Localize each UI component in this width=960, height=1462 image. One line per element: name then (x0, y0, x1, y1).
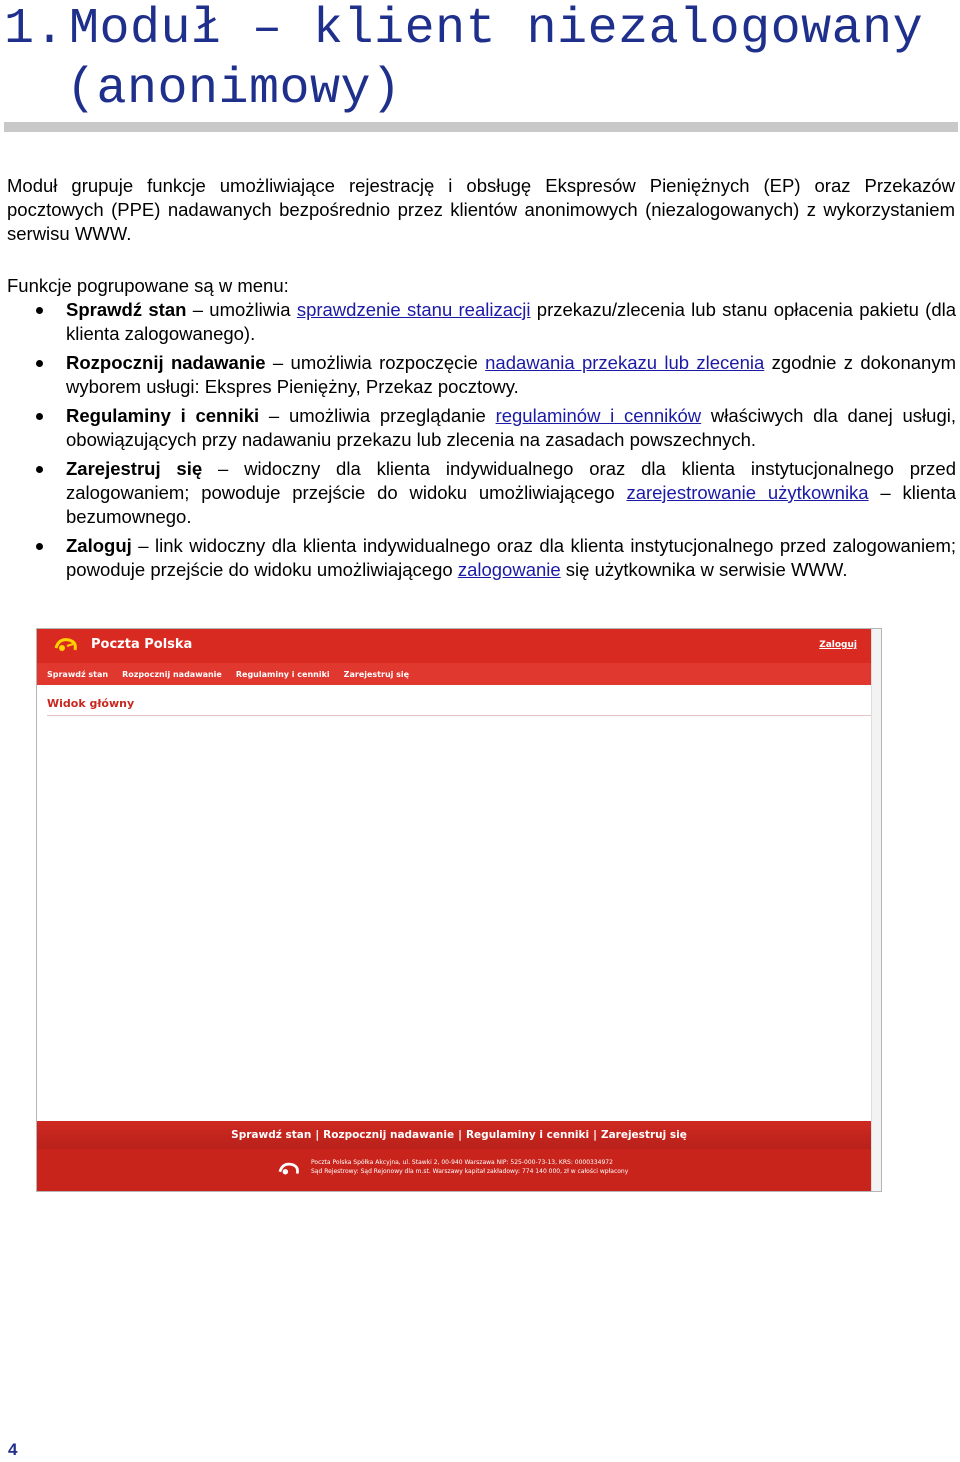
item-title: Rozpocznij nadawanie (66, 352, 266, 373)
item-text: przekazu/zlecenia lub stanu opłacenia pakietu (dla klienta zalogowanego). (66, 299, 957, 344)
bullet-icon (36, 543, 43, 550)
post-horn-logo-icon (53, 634, 79, 656)
item-title: Regulaminy i cenniki (66, 405, 260, 426)
menu-intro: Funkcje pogrupowane są w menu: (7, 275, 289, 296)
page-number: 4 (8, 1440, 18, 1459)
footer-link-regulations[interactable]: Regulaminy i cenniki (465, 1129, 590, 1141)
bullet-icon (36, 413, 43, 420)
item-link[interactable]: zalogowanie (457, 559, 561, 580)
footer-nav (37, 1121, 881, 1149)
nav-item-regulations[interactable]: Regulaminy i cenniki (235, 669, 330, 679)
footer-separator: | (315, 1129, 320, 1141)
item-text: – widoczny dla klienta indywidualnego oraz dla klienta instytucjonalnego przed zalogowaniem; powoduje przejście do widoku umożliwiającego (66, 458, 956, 503)
item-text: zgodnie z dokonanym wyborem usługi: Ekspres Pieniężny, Przekaz pocztowy. (66, 352, 956, 397)
item-text: – umożliwia rozpoczęcie (265, 352, 486, 373)
item-text: właściwych dla danej usługi, obowiązujących przy nadawaniu przekazu lub zlecenia na zasadach powszechnych. (66, 405, 956, 450)
item-title: Zaloguj (66, 535, 132, 556)
item-text: – umożliwia przeglądanie (259, 405, 496, 426)
content-panel (47, 715, 871, 1116)
feature-list (0, 298, 956, 587)
page-subtitle: Widok główny (47, 697, 135, 710)
site-header (37, 629, 881, 663)
brand-name: Poczta Polska (91, 637, 193, 652)
footer-link-register[interactable]: Zarejestruj się (600, 1129, 687, 1141)
bullet-icon (36, 360, 43, 367)
item-link[interactable]: sprawdzenie stanu realizacji (296, 299, 531, 320)
section-title-line2: (anonimowy) (66, 61, 402, 118)
item-link[interactable]: regulaminów i cenników (495, 405, 702, 426)
item-text: – umożliwia (186, 299, 297, 320)
bullet-icon (36, 307, 43, 314)
footer-link-check-status[interactable]: Sprawdź stan (231, 1129, 312, 1141)
list-item (0, 404, 956, 452)
company-info (311, 1158, 711, 1176)
list-item (0, 351, 956, 399)
item-link[interactable]: zarejestrowanie użytkownika (626, 482, 869, 503)
list-item (0, 457, 956, 529)
section-number: 1. (4, 1, 66, 58)
nav-item-check-status[interactable]: Sprawdź stan (47, 669, 109, 679)
login-link[interactable]: Zaloguj (819, 640, 857, 650)
company-info-line: Poczta Polska Spółka Akcyjna, ul. Stawki 2, 00-940 Warszawa NIP: 525-000-73-13, KRS: 0000334972 (311, 1159, 613, 1166)
item-title: Zarejestruj się (66, 458, 203, 479)
footer-separator: | (458, 1129, 462, 1141)
list-item (0, 298, 956, 346)
item-title: Sprawdź stan (66, 299, 187, 320)
list-item (0, 534, 956, 582)
heading-rule (4, 122, 958, 132)
nav-item-start-sending[interactable]: Rozpocznij nadawanie (122, 669, 222, 679)
company-info-line: Sąd Rejestrowy: Sąd Rejonowy dla m.st. Warszawy kapitał zakładowy: 774 140 000, zł w całości wpłacony (311, 1168, 629, 1175)
scrollbar[interactable] (871, 629, 881, 1191)
footer-link-start-sending[interactable]: Rozpocznij nadawanie (323, 1129, 455, 1141)
item-link[interactable]: nadawania przekazu lub zlecenia (485, 352, 765, 373)
item-text: się użytkownika w serwisie WWW. (560, 559, 848, 580)
item-text: – link widoczny dla klienta indywidualnego oraz dla klienta instytucjonalnego przed zalogowaniem; powoduje przejście do widoku umożliwiającego (66, 535, 956, 580)
service-screenshot (36, 628, 882, 1192)
post-horn-logo-icon (277, 1159, 301, 1179)
item-text: – klienta bezumownego. (66, 482, 957, 527)
intro-paragraph: Moduł grupuje funkcje umożliwiające rejestrację i obsługę Ekspresów Pieniężnych (EP) oraz Przekazów pocztowych (PPE) nadawanych bezpośrednio przez klientów anonimowych (niezalogowanych) z wykorzystaniem serwisu WWW. (7, 175, 955, 244)
site-nav (37, 663, 881, 685)
section-heading (4, 0, 954, 120)
footer-separator: | (593, 1129, 597, 1141)
bullet-icon (36, 466, 43, 473)
footer-info (37, 1149, 881, 1191)
nav-item-register[interactable]: Zarejestruj się (343, 669, 410, 679)
section-title-line1: Moduł – klient niezalogowany (69, 1, 924, 58)
